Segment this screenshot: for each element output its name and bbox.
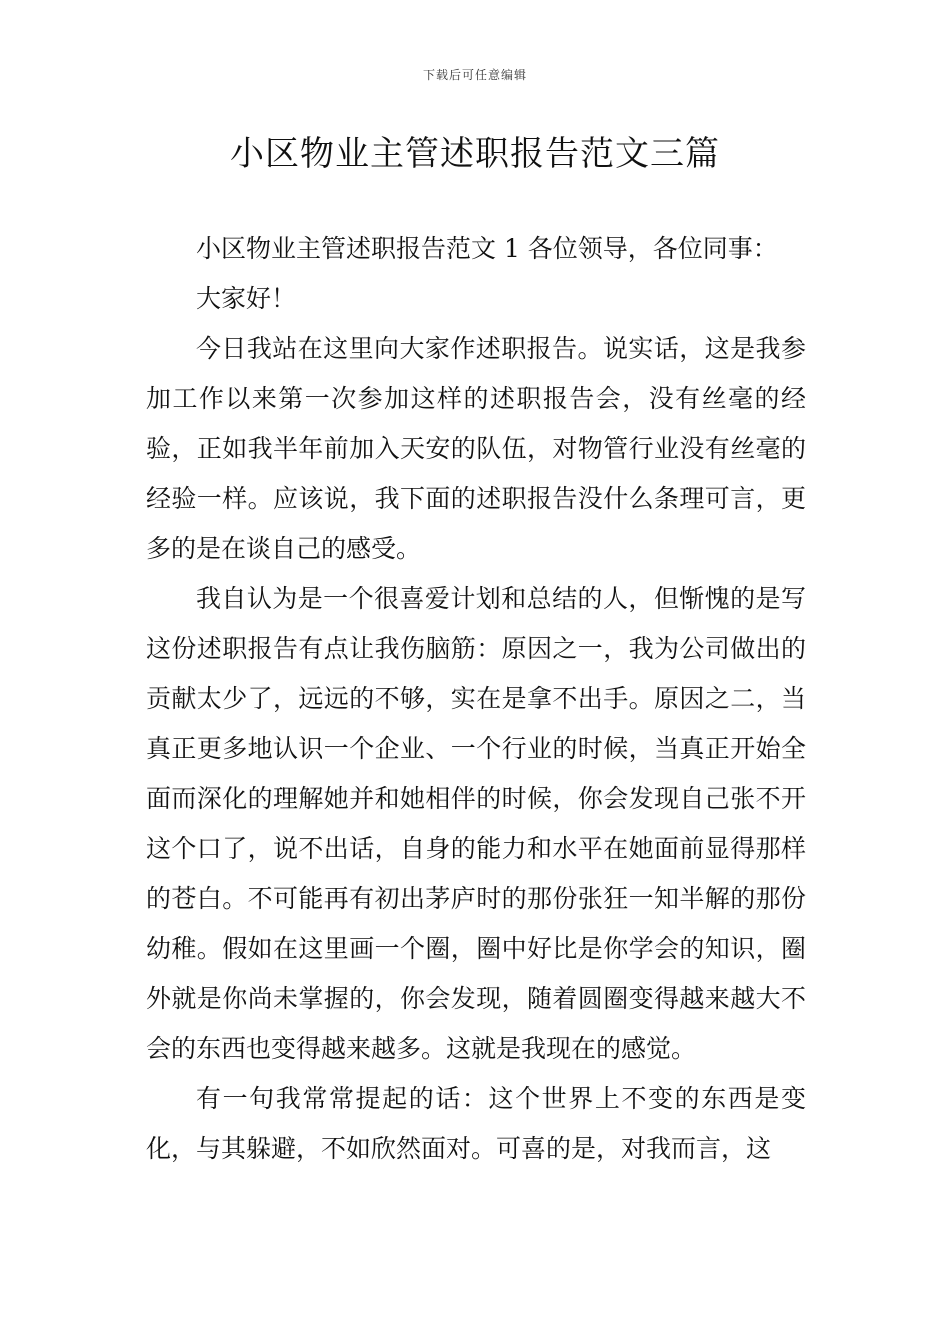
paragraph-5: 有一句我常常提起的话：这个世界上不变的东西是变化，与其躲避，不如欣然面对。可喜的是，对我而言，这 xyxy=(146,1084,806,1163)
paragraph-4: 我自认为是一个很喜爱计划和总结的人，但惭愧的是写这份述职报告有点让我伤脑筋：原因之一，我为公司做出的贡献太少了，远远的不够，实在是拿不出手。原因之二，当真正更多地认识一个企业、一个行业的时候，当真正开始全面而深化的理解她并和她相伴的时候，你会发现自己张不开这个口了，说不出话，自身的能力和水平在她面前显得那样的苍白。不可能再有初出茅庐时的那份张狂一知半解的那份幼稚。假如在这里画一个圈，圈中好比是你学会的知识，圈外就是你尚未掌握的，你会发现，随着圆圈变得越来越大不会的东西也变得越来越多。这就是我现在的感觉。 xyxy=(146,584,806,1063)
paragraph-1: 小区物业主管述职报告范文 1 各位领导，各位同事： xyxy=(196,234,778,263)
document-body xyxy=(146,224,806,1174)
document-title: 小区物业主管述职报告范文三篇 xyxy=(230,134,720,174)
paragraph-2: 大家好！ xyxy=(196,284,297,313)
paragraph-3: 今日我站在这里向大家作述职报告。说实话，这是我参加工作以来第一次参加这样的述职报告会，没有丝毫的经验，正如我半年前加入天安的队伍，对物管行业没有丝毫的经验一样。应该说，我下面的述职报告没什么条理可言，更多的是在谈自己的感受。 xyxy=(146,334,806,563)
header-note: 下载后可任意编辑 xyxy=(422,68,527,82)
